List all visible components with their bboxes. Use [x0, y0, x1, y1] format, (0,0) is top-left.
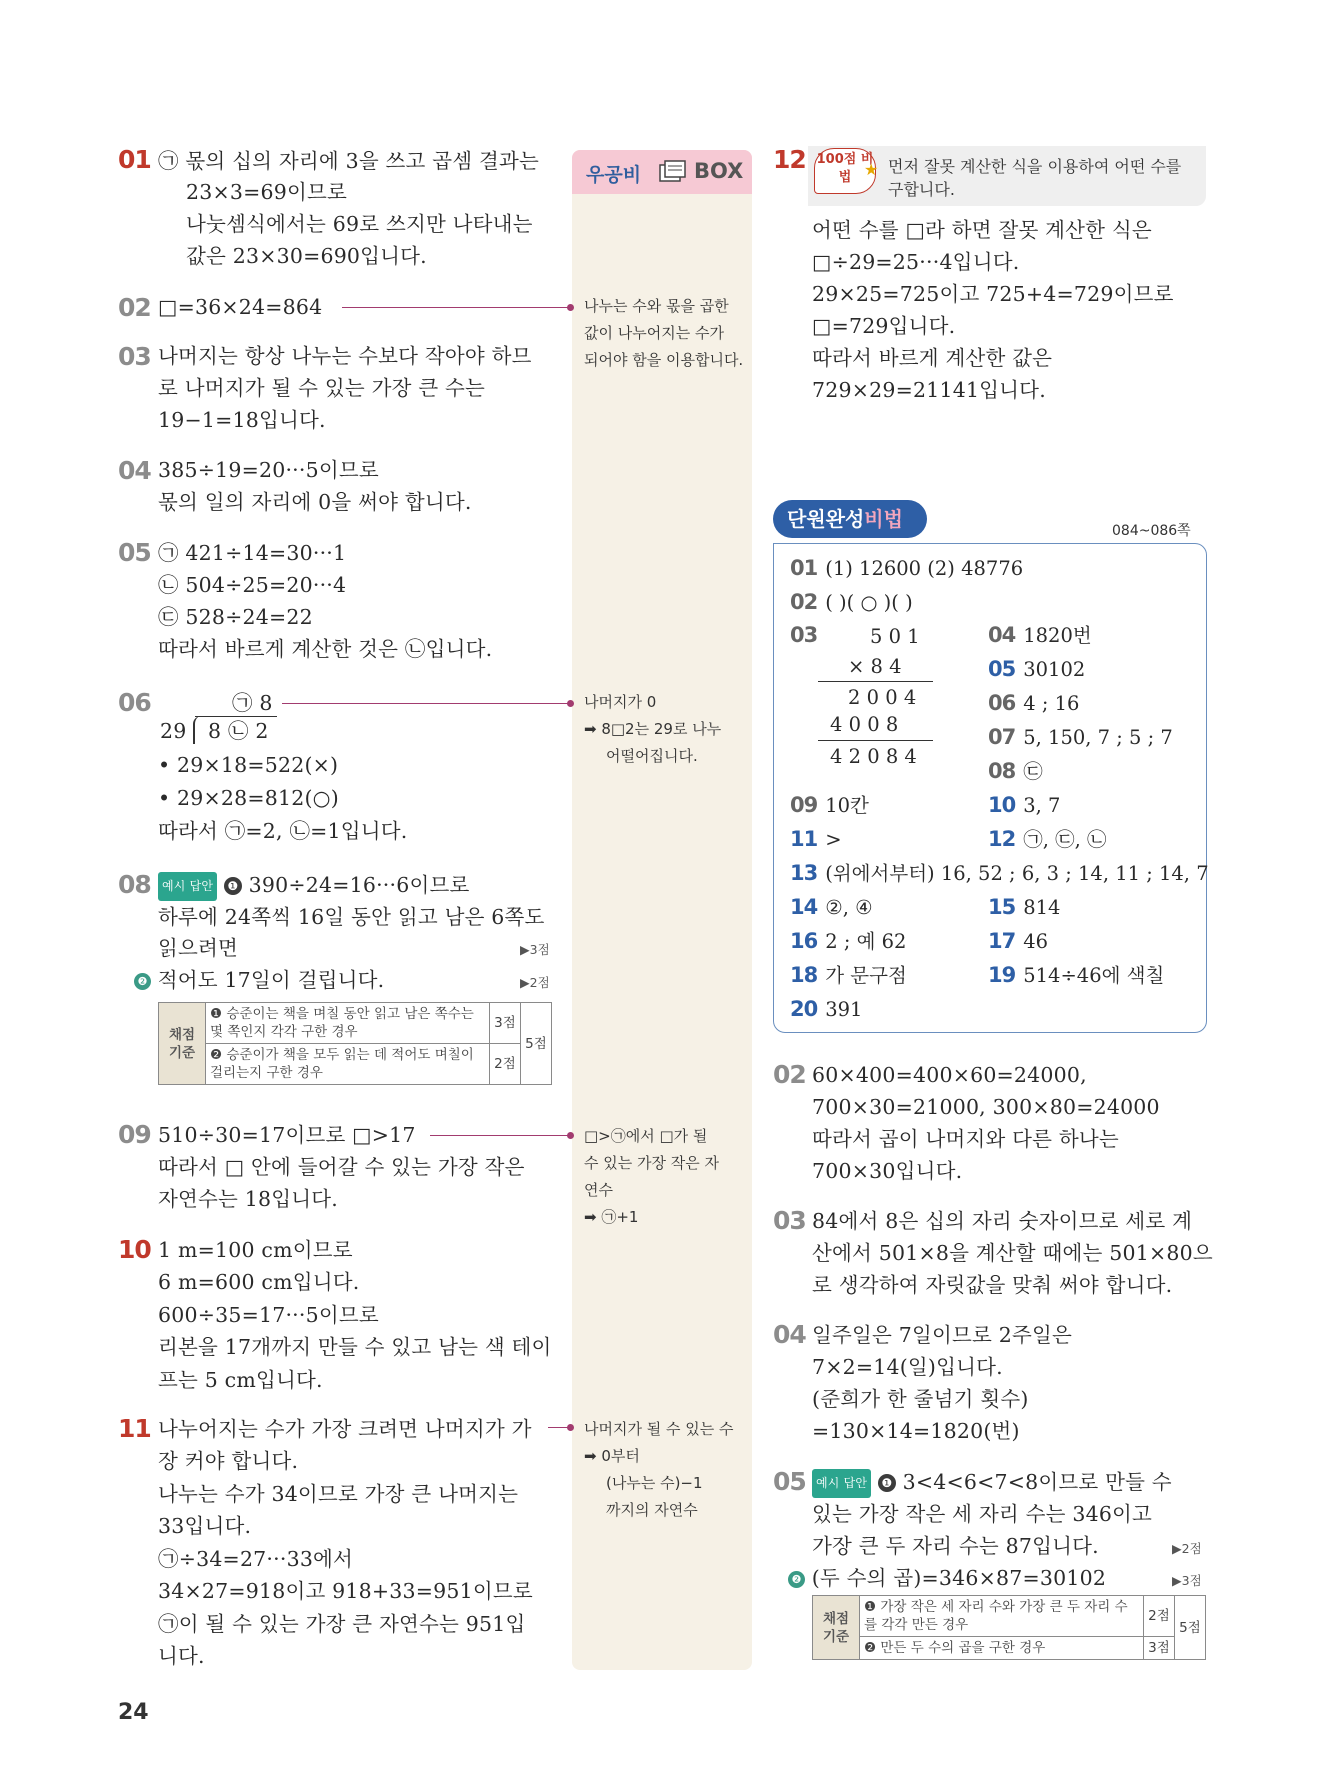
- connector-dot: [567, 1424, 574, 1431]
- box-icon: [658, 159, 688, 189]
- p11-line4: 33입니다.: [158, 1514, 252, 1538]
- mult-line: [818, 740, 933, 741]
- answer-number: 13: [790, 861, 818, 885]
- q04-line4: =130×14=1820(번): [812, 1419, 1020, 1443]
- q03-line2: 산에서 501×8을 계산할 때에는 501×80으: [812, 1241, 1213, 1265]
- q04-line2: 7×2=14(일)입니다.: [812, 1355, 1003, 1379]
- answer-20: [790, 996, 862, 1023]
- answer-number: 19: [988, 963, 1016, 987]
- answer-17: [988, 928, 1048, 955]
- problem-number: 05: [118, 538, 151, 567]
- criteria-row: ❷ 승준이가 책을 모두 읽는 데 적어도 며칠이 걸리는지 구한 경우: [206, 1044, 490, 1085]
- note-line: 되어야 함을 이용합니다.: [584, 351, 744, 369]
- note-line: 어떨어집니다.: [606, 747, 698, 765]
- answer-value: 814: [1023, 896, 1061, 919]
- p08-line1: [158, 872, 469, 901]
- p08-text: 적어도 17일이 걸립니다.: [157, 968, 385, 992]
- unit-pages: 084~086쪽: [1112, 523, 1191, 539]
- answer-number: 03: [790, 623, 818, 647]
- connector-line: [342, 307, 570, 308]
- p12-line6: 729×29=21141입니다.: [812, 378, 1046, 402]
- answer-value: >: [825, 828, 842, 851]
- p11-line1: 나누어지는 수가 가장 크려면 나머지가 가: [158, 1417, 532, 1441]
- star-icon: ★: [864, 160, 879, 179]
- answer-value: ②, ④: [825, 896, 873, 919]
- p08-text: 390÷24=16···6이므로: [248, 873, 470, 897]
- tip-text: [888, 155, 1181, 201]
- answer-number: 20: [790, 997, 818, 1021]
- unit-complete-title: [773, 500, 927, 538]
- points-label: ▶3점: [520, 942, 550, 957]
- problem-number: 01: [118, 145, 151, 174]
- q05-line4: [788, 1565, 1106, 1592]
- criteria-row: ❷ 만든 두 수의 곱을 구한 경우: [860, 1637, 1144, 1660]
- problem-number: 03: [773, 1206, 806, 1235]
- answer-number: 15: [988, 895, 1016, 919]
- note-1: [584, 293, 743, 374]
- answer-value: ㉠, ㉢, ㉡: [1023, 828, 1107, 851]
- p10-line2: 6 m=600 cm입니다.: [158, 1270, 360, 1294]
- p11-line7: ㉠이 될 수 있는 가장 큰 자연수는 951입: [158, 1612, 526, 1636]
- criteria-points: 2점: [1144, 1596, 1175, 1637]
- p12-line1: 어떤 수를 □라 하면 잘못 계산한 식은: [812, 218, 1152, 242]
- division-bar: [195, 716, 277, 717]
- p11-line3: 나누는 수가 34이므로 가장 큰 나머지는: [158, 1482, 519, 1506]
- answer-number: 01: [790, 556, 818, 580]
- note-line: 나머지가 될 수 있는 수: [584, 1420, 734, 1438]
- note-line: □>㉠에서 □가 될: [584, 1127, 708, 1145]
- p06-dividend: 8 ㉡ 2: [208, 719, 269, 743]
- answer-value: 10칸: [825, 794, 869, 817]
- p10-line3: 600÷35=17···5이므로: [158, 1303, 379, 1327]
- problem-number: 04: [118, 456, 151, 485]
- problem-number: 10: [118, 1235, 151, 1264]
- step-2-marker: ❷: [788, 1571, 805, 1588]
- note-line: ➡ ㉠+1: [584, 1208, 639, 1226]
- answer-12: [988, 826, 1107, 853]
- criteria-points: 3점: [490, 1003, 521, 1044]
- q02-line3: 따라서 곱이 나머지와 다른 하나는: [812, 1127, 1119, 1151]
- answer-number: 18: [790, 963, 818, 987]
- unit-title-part: 비법: [864, 507, 903, 531]
- note-line: 나머지가 0: [584, 693, 657, 711]
- p10-line1: 1 m=100 cm이므로: [158, 1238, 353, 1262]
- sidebar-box-header: [572, 150, 752, 194]
- p01-line3: 나눗셈식에서는 69로 쓰지만 나타내는: [186, 212, 533, 236]
- p05-line3: ㉢ 528÷24=22: [158, 605, 313, 629]
- note-2: [584, 689, 721, 770]
- connector-line: [282, 703, 570, 704]
- answer-value: 1820번: [1023, 624, 1092, 647]
- p10-line4: 리본을 17개까지 만들 수 있고 남는 색 테이: [158, 1335, 552, 1359]
- answer-value: 가 문구점: [825, 964, 907, 987]
- p03-line2: 로 나머지가 될 수 있는 가장 큰 수는: [158, 376, 486, 400]
- answer-15: [988, 894, 1060, 921]
- answer-value: (1) 12600 (2) 48776: [825, 557, 1024, 580]
- criteria-total: 5점: [1175, 1596, 1206, 1660]
- mult-row-1: 5 0 1: [870, 625, 920, 648]
- answer-14: [790, 894, 873, 921]
- q02-line1: 60×400=400×60=24000,: [812, 1063, 1087, 1087]
- p03-line1: 나머지는 항상 나누는 수보다 작아야 하므: [158, 344, 532, 368]
- answer-value: 514÷46에 색칠: [1023, 964, 1165, 987]
- points-label: ▶3점: [1172, 1573, 1202, 1588]
- answer-number: 02: [790, 590, 818, 614]
- p02-line1: □=36×24=864: [158, 295, 323, 319]
- answer-number: 12: [988, 827, 1016, 851]
- answer-03: [790, 622, 825, 649]
- problem-number: 04: [773, 1320, 806, 1349]
- note-line: 연수: [584, 1181, 613, 1199]
- step-1-marker: ❶: [878, 1474, 896, 1492]
- p04-line2: 몫의 일의 자리에 0을 써야 합니다.: [158, 490, 472, 514]
- note-line: 수 있는 가장 작은 자: [584, 1154, 719, 1172]
- p11-line6: 34×27=918이고 918+33=951이므로: [158, 1579, 533, 1603]
- p06-line1: • 29×18=522(×): [158, 753, 339, 777]
- note-3: [584, 1123, 719, 1231]
- problem-number: 11: [118, 1414, 151, 1443]
- points-label: ▶2점: [520, 975, 550, 990]
- p08-line3: 읽으려면: [158, 936, 239, 960]
- problem-number: 02: [773, 1060, 806, 1089]
- q05-line3: 가장 큰 두 자리 수는 87입니다.: [812, 1534, 1099, 1558]
- answer-value: 391: [825, 998, 863, 1021]
- p05-line1: ㉠ 421÷14=30···1: [158, 541, 347, 565]
- answer-value: 30102: [1023, 658, 1086, 681]
- note-4: [584, 1416, 733, 1524]
- answer-number: 10: [988, 793, 1016, 817]
- tip-line: 먼저 잘못 계산한 식을 이용하여 어떤 수를: [888, 157, 1182, 176]
- p01-line1: ㉠ 몫의 십의 자리에 3을 쓰고 곱셈 결과는: [158, 149, 540, 173]
- q04-line3: (준희가 한 줄넘기 횟수): [812, 1387, 1029, 1411]
- division-bracket: [193, 716, 207, 744]
- answer-number: 07: [988, 725, 1016, 749]
- p11-line5: ㉠÷34=27···33에서: [158, 1547, 354, 1571]
- answer-value: 2 ; 예 62: [825, 930, 907, 953]
- page-number: 24: [118, 1700, 149, 1725]
- mult-row-2: × 8 4: [848, 655, 902, 678]
- answer-number: 05: [988, 657, 1016, 681]
- problem-number: 02: [118, 293, 151, 322]
- p12-line3: 29×25=725이고 725+4=729이므로: [812, 282, 1174, 306]
- answer-09: [790, 792, 869, 819]
- note-line: (나누는 수)−1: [606, 1474, 703, 1492]
- answer-01: [790, 555, 1023, 582]
- note-line: ➡ 8□2는 29로 나누: [584, 720, 722, 738]
- connector-line: [430, 1135, 570, 1136]
- mult-row-5: 4 2 0 8 4: [830, 745, 917, 768]
- criteria-points: 2점: [490, 1044, 521, 1085]
- mult-line: [818, 681, 933, 682]
- p11-line2: 장 커야 합니다.: [158, 1449, 299, 1473]
- unit-title-part: 단원: [787, 507, 826, 531]
- criteria-row: ❶ 가장 작은 세 자리 수와 가장 큰 두 자리 수를 각각 만든 경우: [860, 1596, 1144, 1637]
- answer-number: 08: [988, 759, 1016, 783]
- p06-divisor: 29: [160, 719, 187, 743]
- answer-06: [988, 690, 1079, 717]
- p12-line2: □÷29=25···4입니다.: [812, 250, 1020, 274]
- problem-number: 08: [118, 870, 151, 899]
- problem-number: 05: [773, 1467, 806, 1496]
- criteria-header: 채점 기준: [813, 1596, 860, 1660]
- p09-line2: 따라서 □ 안에 들어갈 수 있는 가장 작은: [158, 1155, 525, 1179]
- problem-number: 09: [118, 1120, 151, 1149]
- p11-line8: 니다.: [158, 1644, 205, 1668]
- answer-value: ㉢: [1023, 760, 1043, 783]
- answer-value: (위에서부터) 16, 52 ; 6, 3 ; 14, 11 ; 14, 7: [825, 862, 1209, 885]
- note-line: ➡ 0부터: [584, 1447, 640, 1465]
- answer-07: [988, 724, 1173, 751]
- q02-line4: 700×30입니다.: [812, 1159, 963, 1183]
- p04-line1: 385÷19=20···5이므로: [158, 458, 379, 482]
- answer-value: ( )( ○ )( ): [825, 591, 913, 614]
- answer-number: 04: [988, 623, 1016, 647]
- p05-line2: ㉡ 504÷25=20···4: [158, 573, 347, 597]
- answer-number: 16: [790, 929, 818, 953]
- problem-number: 06: [118, 688, 151, 717]
- example-answer-tag: 예시 답안: [812, 1469, 871, 1498]
- example-answer-tag: 예시 답안: [158, 872, 217, 901]
- answer-number: 17: [988, 929, 1016, 953]
- step-1-marker: ❶: [224, 877, 242, 895]
- q03-line3: 로 생각하여 자릿값을 맞춰 써야 합니다.: [812, 1273, 1173, 1297]
- criteria-points: 3점: [1144, 1637, 1175, 1660]
- answer-11: [790, 826, 842, 853]
- mult-row-4: 4 0 0 8: [830, 713, 899, 736]
- unit-title-part: 완성: [825, 507, 865, 531]
- p01-line4: 값은 23×30=690입니다.: [186, 244, 427, 268]
- p09-line3: 자연수는 18입니다.: [158, 1187, 338, 1211]
- p12-line5: 따라서 바르게 계산한 값은: [812, 346, 1053, 370]
- q02-line2: 700×30=21000, 300×80=24000: [812, 1095, 1160, 1119]
- mult-row-3: 2 0 0 4: [848, 686, 917, 709]
- points-label: ▶2점: [1172, 1541, 1202, 1556]
- q05-line2: 있는 가장 작은 세 자리 수는 346이고: [812, 1502, 1153, 1526]
- answer-value: 46: [1023, 930, 1049, 953]
- p08-line4: [134, 967, 384, 994]
- problem-number: 03: [118, 342, 151, 371]
- q05-text: 3<4<6<7<8이므로 만들 수: [902, 1470, 1172, 1494]
- criteria-header: 채점 기준: [159, 1003, 206, 1085]
- p09-line1: 510÷30=17이므로 □>17: [158, 1123, 416, 1147]
- answer-13: [790, 860, 1209, 887]
- answer-value: 4 ; 16: [1023, 692, 1080, 715]
- sidebar-box-title: 우공비: [586, 164, 642, 186]
- p03-line3: 19−1=18입니다.: [158, 408, 326, 432]
- p10-line5: 프는 5 cm입니다.: [158, 1368, 323, 1392]
- q05-line1: [812, 1469, 1172, 1498]
- answer-value: 3, 7: [1023, 794, 1061, 817]
- p06-quotient: ㉠ 8: [232, 691, 273, 715]
- answer-number: 11: [790, 827, 818, 851]
- scoring-criteria-table: [158, 1002, 552, 1085]
- note-line: 값이 나누어지는 수가: [584, 324, 724, 342]
- q05-text: (두 수의 곱)=346×87=30102: [811, 1566, 1107, 1590]
- p05-line4: 따라서 바르게 계산한 것은 ㉡입니다.: [158, 637, 493, 661]
- p01-line2: 23×3=69이므로: [186, 180, 347, 204]
- answer-05: [988, 656, 1085, 683]
- connector-dot: [567, 700, 574, 707]
- answer-02: [790, 589, 913, 616]
- tip-badge: 100점 비법: [814, 148, 876, 194]
- answer-10: [988, 792, 1060, 819]
- answer-16: [790, 928, 906, 955]
- answer-number: 09: [790, 793, 818, 817]
- answer-number: 06: [988, 691, 1016, 715]
- answer-value: 5, 150, 7 ; 5 ; 7: [1023, 726, 1173, 749]
- scoring-criteria-table: [812, 1595, 1206, 1660]
- connector-dot: [567, 304, 574, 311]
- answer-04: [988, 622, 1092, 649]
- p06-line2: • 29×28=812(○): [158, 786, 339, 810]
- connector-dot: [567, 1132, 574, 1139]
- q04-line1: 일주일은 7일이므로 2주일은: [812, 1323, 1072, 1347]
- answer-19: [988, 962, 1164, 989]
- answer-18: [790, 962, 907, 989]
- problem-number: 12: [773, 145, 806, 174]
- answer-box: [773, 543, 1207, 1033]
- note-line: 나누는 수와 몫을 곱한: [584, 297, 729, 315]
- step-2-marker: ❷: [134, 973, 151, 990]
- tip-line: 구합니다.: [888, 180, 955, 199]
- criteria-row: ❶ 승준이는 책을 며칠 동안 읽고 남은 쪽수는 몇 쪽인지 각각 구한 경우: [206, 1003, 490, 1044]
- note-line: 까지의 자연수: [606, 1501, 698, 1519]
- q03-line1: 84에서 8은 십의 자리 숫자이므로 세로 계: [812, 1209, 1193, 1233]
- sidebar-box-label: BOX: [694, 159, 744, 183]
- p08-line2: 하루에 24쪽씩 16일 동안 읽고 남은 6쪽도: [158, 905, 545, 929]
- answer-number: 14: [790, 895, 818, 919]
- p12-line4: □=729입니다.: [812, 314, 956, 338]
- criteria-total: 5점: [521, 1003, 552, 1085]
- answer-08: [988, 758, 1043, 785]
- p06-line3: 따라서 ㉠=2, ㉡=1입니다.: [158, 819, 408, 843]
